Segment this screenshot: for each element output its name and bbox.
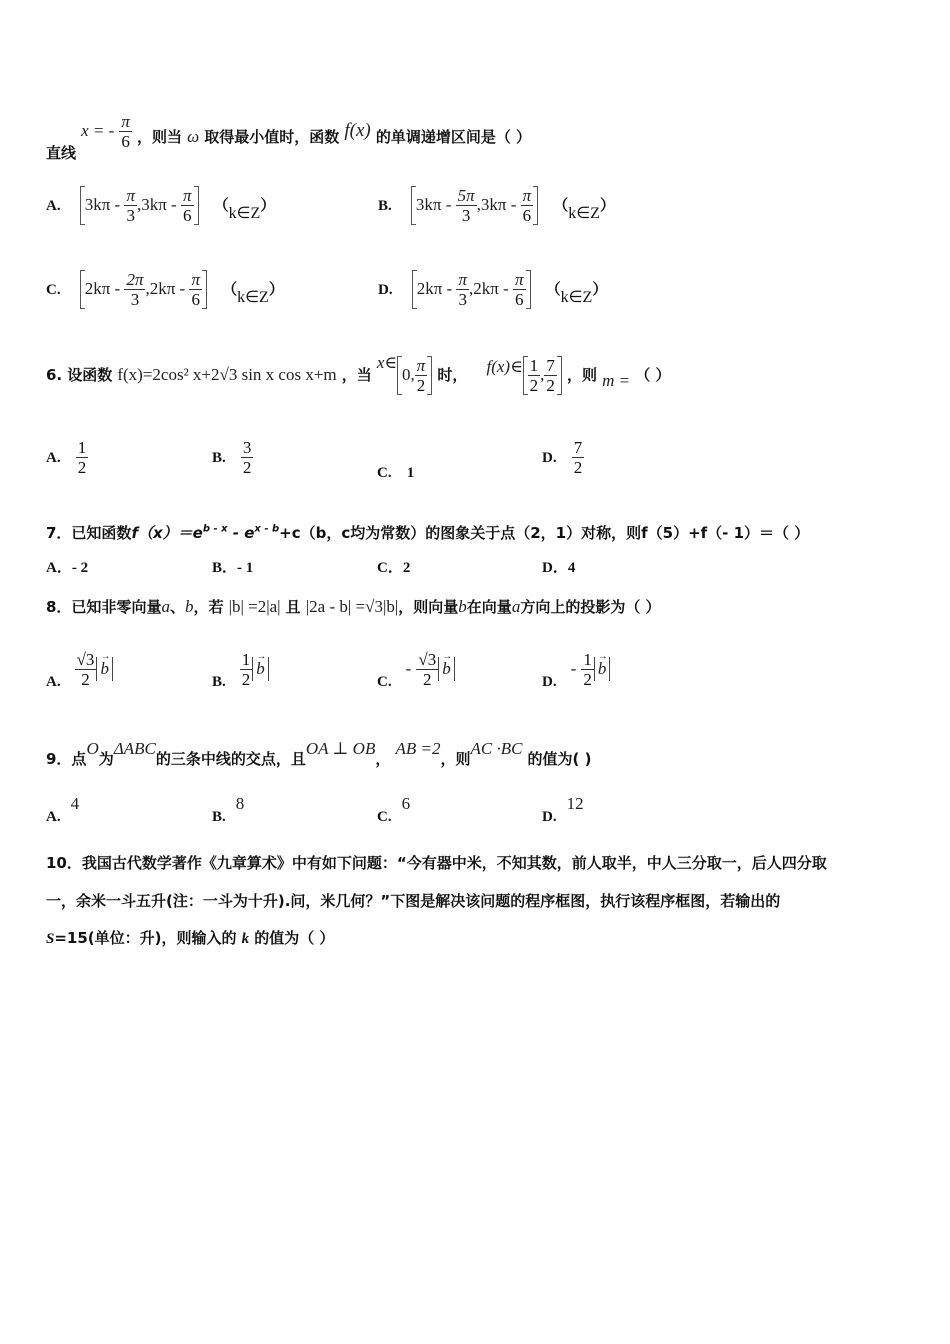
q5-option-c[interactable]: C. 2kπ - $\frac{2\pi}{3}$ ,2kπ - $\frac{\pi}{6}$ （k∈Z） bbox=[46, 270, 284, 309]
interval: 2kπ - $\frac{\pi}{3}$ ,2kπ - $\frac{\pi}{6}$ bbox=[412, 270, 531, 309]
k-in-z: k∈Z bbox=[568, 205, 600, 222]
q9-option-a[interactable]: A.4 bbox=[46, 794, 80, 825]
q7-option-b[interactable]: B．- 1 bbox=[212, 560, 254, 576]
domain-interval: 0, $\frac{\pi}{2}$ bbox=[397, 356, 432, 395]
q8-option-c[interactable]: C.- $\frac{√3}{2}$ b → bbox=[377, 650, 455, 689]
interval: 2kπ - $\frac{2\pi}{3}$ ,2kπ - $\frac{\pi}{6}$ bbox=[80, 270, 207, 309]
q7-stem: 7．已知函数$f(x)=e^{b - x} - e^{x - b}+c(b$，c均为常数）的图象关于点（2，1）对称，则f（5）+f（- 1）＝（ ） bbox=[46, 523, 810, 542]
q5-prefix: 直线 bbox=[46, 144, 77, 162]
q6-option-d[interactable]: D. $\frac{7}{2}$ bbox=[542, 438, 583, 477]
interval: 3kπ - $\frac{5\pi}{3}$ ,3kπ - $\frac{\pi}{6}$ bbox=[411, 186, 538, 225]
q9-option-b[interactable]: B.8 bbox=[212, 794, 245, 825]
k-in-z: k∈Z bbox=[228, 205, 261, 222]
q10-line-3: S=15(单位：升)，则输入的 k 的值为（ ） bbox=[46, 929, 335, 947]
q5-option-b[interactable]: B. 3kπ - $\frac{5\pi}{3}$ ,3kπ - $\frac{\pi}{6}$ （k∈Z） bbox=[378, 186, 616, 225]
q6-option-c[interactable]: C. 1 bbox=[377, 465, 415, 481]
q5-line-frac: $\frac{\pi}{6}$ bbox=[121, 112, 130, 151]
condition-2: |2a - b| =√3|b| bbox=[305, 597, 399, 616]
k-in-z: k∈Z bbox=[560, 289, 593, 306]
q6-stem: 6. 设函数 f(x)=2cos² x+2√3 sin x cos x+m ，当 x∈0, $\frac{\pi}{2}$ 时， f(x)∈ $\frac{1}{2}$ , $\frac{7}{2}$ ，则 m = （ ） bbox=[46, 353, 671, 395]
q9-option-c[interactable]: C.6 bbox=[377, 794, 411, 825]
q5-line-eq: x = - bbox=[81, 121, 115, 140]
q10-line-1: 10．我国古代数学著作《九章算术》中有如下问题：“今有器中米，不知其数，前人取半，中人三分取一，后人四分取 bbox=[46, 854, 827, 872]
q9-option-d[interactable]: D.12 bbox=[542, 794, 584, 825]
q5-option-a[interactable]: A. 3kπ - $\frac{\pi}{3}$ ,3kπ - $\frac{\pi}{6}$ （k∈Z） bbox=[46, 186, 276, 225]
q6-option-a[interactable]: A. $\frac{1}{2}$ bbox=[46, 438, 87, 477]
q5-stem: 直线 x = - $\frac{\pi}{6}$ ，则当 ω 取得最小值时，函数 f(x) 的单调递增区间是（ ） bbox=[46, 112, 532, 162]
q8-option-a[interactable]: A. $\frac{√3}{2}$ b → bbox=[46, 650, 113, 689]
q9-stem: 9．点O为ΔABC的三条中线的交点，且OA ⊥ OB， AB =2，则AC ·BC 的值为( ) bbox=[46, 739, 592, 768]
q7-option-c[interactable]: C．2 bbox=[377, 560, 411, 576]
q8-option-d[interactable]: D.- $\frac{1}{2}$ b → bbox=[542, 650, 610, 689]
omega-symbol: ω bbox=[187, 127, 200, 146]
q8-option-b[interactable]: B. $\frac{1}{2}$ b → bbox=[212, 650, 269, 689]
q7-option-d[interactable]: D．4 bbox=[542, 560, 576, 576]
q8-stem: 8．已知非零向量a、b，若 |b| =2|a| 且 |2a - b| =√3|b|，则向量b在向量a方向上的投影为（ ） bbox=[46, 597, 661, 616]
q5-option-d[interactable]: D. 2kπ - $\frac{\pi}{3}$ ,2kπ - $\frac{\pi}{6}$ （k∈Z） bbox=[378, 270, 608, 309]
condition-1: |b| =2|a| bbox=[228, 597, 281, 616]
q6-option-b[interactable]: B. $\frac{3}{2}$ bbox=[212, 438, 252, 477]
q10-line-2: 一，余米一斗五升(注：一斗为十升).问，米几何？”下图是解决该问题的程序框图，执行该程序框图，若输出的 bbox=[46, 892, 781, 910]
q5-fx: f(x) bbox=[344, 120, 371, 141]
interval: 3kπ - $\frac{\pi}{3}$ ,3kπ - $\frac{\pi}{6}$ bbox=[80, 186, 199, 225]
k-in-z: k∈Z bbox=[237, 289, 269, 306]
range-interval: $\frac{1}{2}$ , $\frac{7}{2}$ bbox=[523, 356, 562, 395]
q6-formula: f(x)=2cos² x+2√3 sin x cos x+m bbox=[117, 365, 337, 384]
q7-option-a[interactable]: A．- 2 bbox=[46, 560, 89, 576]
